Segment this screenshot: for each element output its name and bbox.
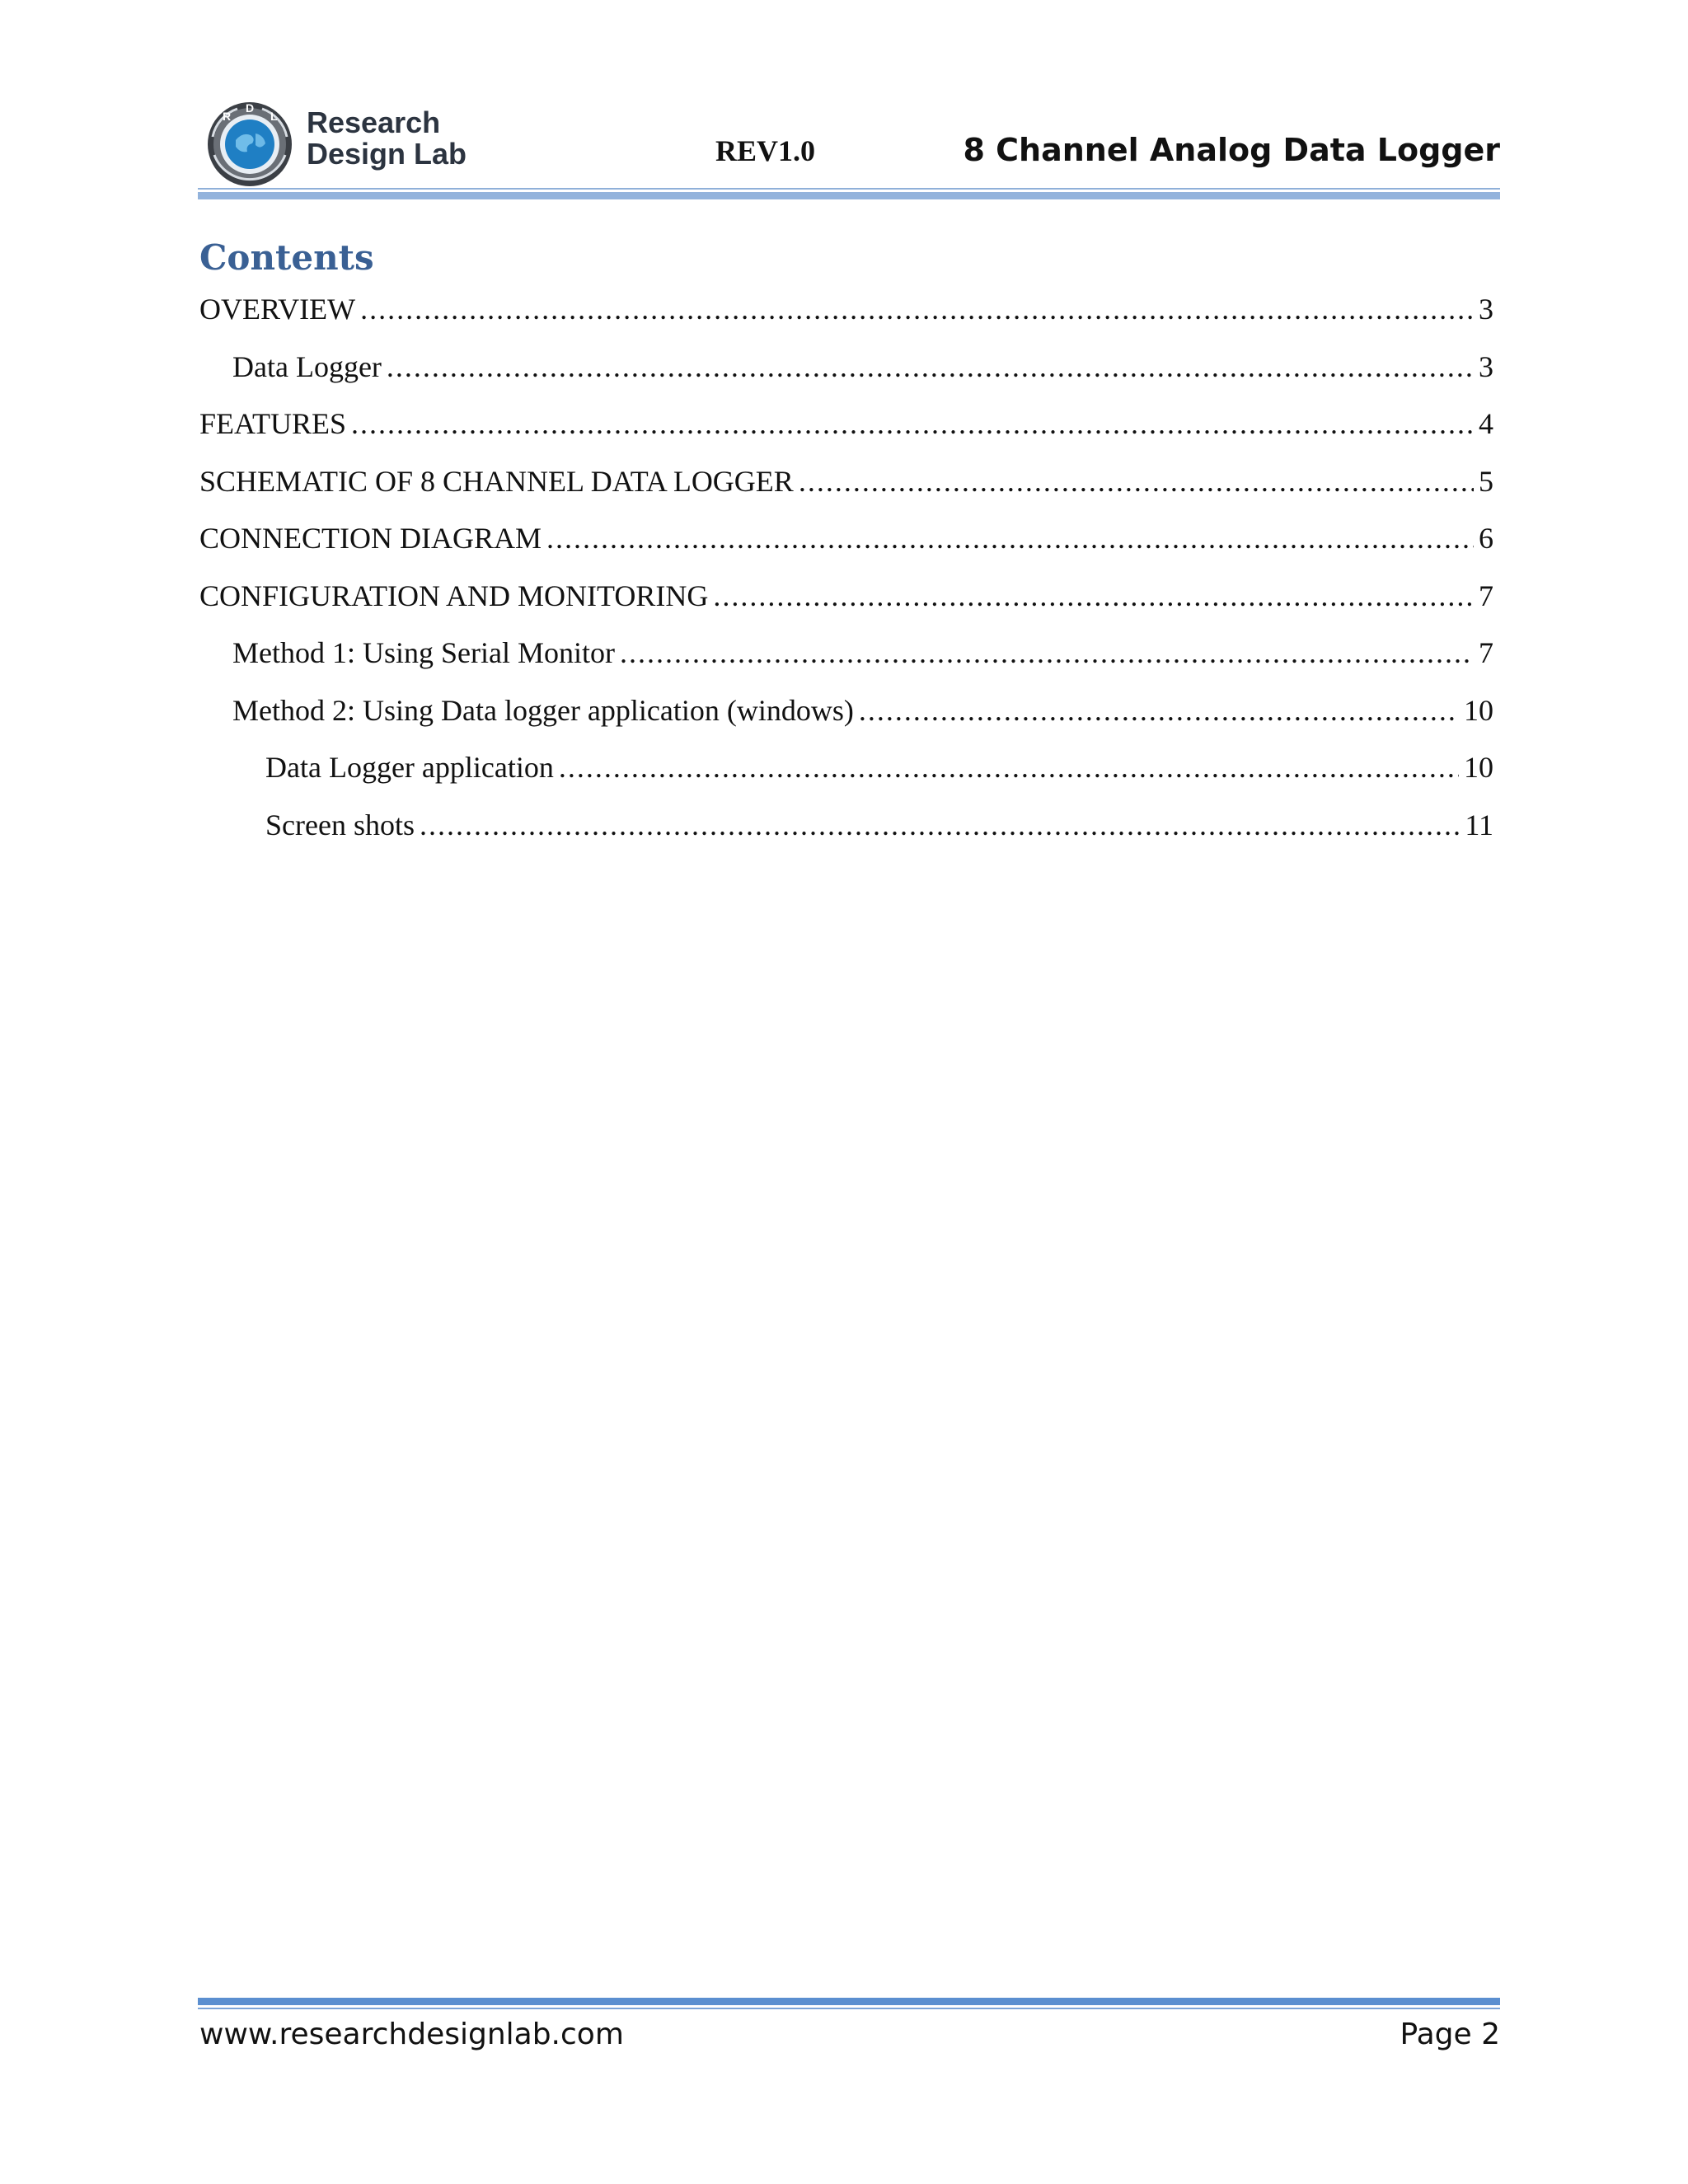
toc-entry-title: SCHEMATIC OF 8 CHANNEL DATA LOGGER (199, 464, 794, 498)
header-rule-thin (198, 188, 1500, 190)
toc-dot-leader (351, 403, 1474, 444)
toc-entry[interactable] (232, 690, 1493, 731)
logo-wordmark (307, 107, 467, 170)
logo-line-2: Design Lab (307, 137, 467, 171)
toc-entry-page: 10 (1464, 751, 1493, 784)
toc-dot-leader (420, 804, 1460, 846)
toc-entry-title: CONNECTION DIAGRAM (199, 522, 542, 555)
toc-dot-leader (360, 288, 1474, 330)
footer-website-link[interactable]: www.researchdesignlab.com (199, 2018, 624, 2051)
footer-rule-thin (198, 2008, 1500, 2009)
toc-entry-title: Method 1: Using Serial Monitor (232, 636, 615, 669)
toc-entry[interactable] (199, 461, 1493, 502)
logo-letter-l: L (270, 110, 278, 123)
toc-entry[interactable] (232, 346, 1493, 387)
toc-entry-page: 5 (1479, 464, 1493, 498)
footer-page-number: Page 2 (1400, 2018, 1500, 2051)
toc-entry[interactable] (199, 575, 1493, 616)
toc-entry-title: Screen shots (265, 808, 415, 841)
rdl-globe-logo-icon (206, 101, 293, 188)
toc-dot-leader (799, 461, 1474, 502)
toc-entry-page: 7 (1479, 636, 1493, 669)
document-title: 8 Channel Analog Data Logger (963, 132, 1500, 168)
toc-entry-title: FEATURES (199, 407, 347, 440)
toc-entry-title: Data Logger (232, 349, 382, 383)
toc-entry[interactable] (199, 518, 1493, 559)
toc-dot-leader (387, 346, 1474, 387)
company-logo (206, 97, 503, 188)
toc-dot-leader (559, 747, 1459, 788)
toc-entry-title: OVERVIEW (199, 293, 356, 326)
toc-entry-page: 3 (1479, 349, 1493, 383)
contents-heading: Contents (199, 237, 374, 278)
revision-label: REV1.0 (715, 134, 816, 167)
toc-entry-title: Method 2: Using Data logger application (windows) (232, 693, 854, 727)
footer-rule-thick (198, 1998, 1500, 2005)
toc-entry[interactable] (265, 804, 1493, 846)
toc-entry[interactable] (232, 632, 1493, 673)
toc-entry-page: 6 (1479, 522, 1493, 555)
toc-entry-page: 11 (1465, 808, 1493, 841)
page-header (198, 97, 1500, 188)
toc-entry-page: 10 (1464, 693, 1493, 727)
toc-entry-title: Data Logger application (265, 751, 554, 784)
logo-letter-r: R (223, 110, 232, 123)
toc-dot-leader (713, 575, 1474, 616)
toc-entry-title: CONFIGURATION AND MONITORING (199, 579, 709, 612)
toc-entry-page: 7 (1479, 579, 1493, 612)
toc-entry-page: 4 (1479, 407, 1493, 440)
toc-dot-leader (859, 690, 1459, 731)
toc-dot-leader (620, 632, 1474, 673)
toc-entry[interactable] (199, 403, 1493, 444)
toc-entry[interactable] (199, 288, 1493, 330)
toc-dot-leader (546, 518, 1474, 559)
logo-line-1: Research (307, 105, 441, 139)
toc-entry-page: 3 (1479, 293, 1493, 326)
logo-letter-d: D (246, 101, 255, 115)
toc-entry[interactable] (265, 747, 1493, 788)
header-rule-thick (198, 192, 1500, 199)
